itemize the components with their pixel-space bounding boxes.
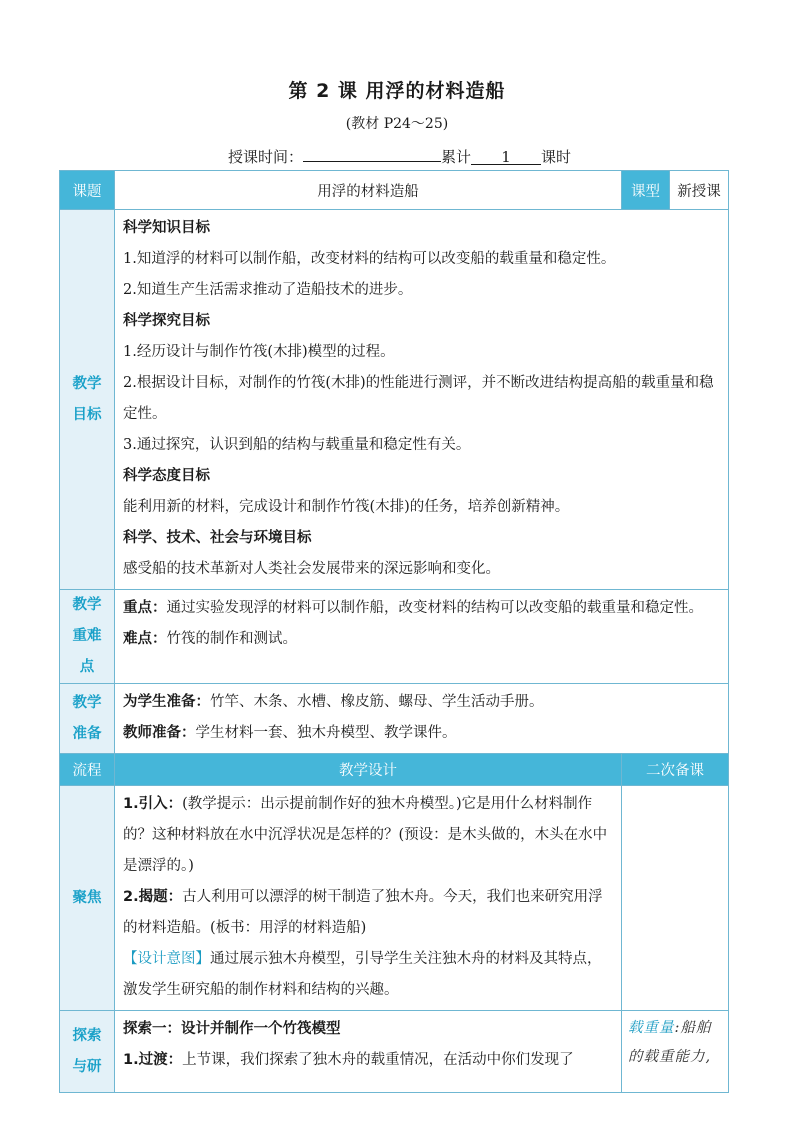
difficult-point (123, 624, 720, 655)
key-points-label (60, 590, 115, 684)
cumulative-label: 累计 (441, 148, 472, 166)
attitude-goal-heading: 科学态度目标 (123, 468, 210, 484)
preparation-row (60, 684, 729, 754)
objective-text: 1.经历设计与制作竹筏(木排)模型的过程。 (123, 344, 395, 360)
intro-text: (教学提示：出示提前制作好的独木舟模型。)它是用什么材料制作的？这种材料放在水中沉浮状况是怎样的？(预设：是木头做的，木头在水中是漂浮的。) (123, 796, 608, 874)
explore-label (60, 1011, 115, 1093)
objective-text: 3.通过探究，认识到船的结构与载重量和稳定性有关。 (123, 437, 471, 453)
preparation-label-line2: 准备 (72, 725, 102, 742)
objectives-label-line2: 目标 (72, 406, 102, 423)
objective-text: 2.知道生产生活需求推动了造船技术的进步。 (123, 282, 413, 298)
textbook-pages: (教材 P24～25) (345, 116, 449, 132)
objective-text: 能利用新的材料，完成设计和制作竹筏(木排)的任务，培养创新精神。 (123, 499, 570, 515)
teacher-prep-label: 教师准备： (123, 725, 196, 741)
preparation-label-line1: 教学 (72, 694, 102, 711)
preparation-content (115, 684, 729, 754)
teacher-prep-text: 学生材料一套、独木舟模型、教学课件。 (195, 725, 457, 741)
key-points-content (115, 590, 729, 684)
design-intent-paragraph (123, 944, 613, 1006)
transition-paragraph (123, 1045, 613, 1076)
objective-text: 1.知道浮的材料可以制作船，改变材料的结构可以改变船的载重量和稳定性。 (123, 251, 616, 267)
difficult-point-label: 难点： (123, 631, 167, 647)
key-points-row (60, 590, 729, 684)
topic-paragraph (123, 882, 613, 944)
intro-label: 1.引入： (123, 796, 183, 812)
type-value: 新授课 (670, 171, 729, 210)
period-label: 课时 (541, 148, 572, 166)
lesson-plan-table (59, 170, 729, 1093)
stse-goal-heading: 科学、技术、社会与环境目标 (123, 530, 312, 546)
note-text: :船舶的载重能力, (628, 1020, 712, 1065)
key-point-text: 通过实验发现浮的材料可以制作船，改变材料的结构可以改变船的载重量和稳定性。 (166, 600, 703, 616)
explore-row (60, 1011, 729, 1093)
type-label: 课型 (622, 171, 670, 210)
key-point (123, 593, 720, 624)
design-intent-tag: 【设计意图】 (123, 951, 210, 967)
explore-heading: 探索一：设计并制作一个竹筏模型 (123, 1021, 341, 1037)
teacher-preparation (123, 718, 720, 749)
objective-text: 感受船的技术革新对人类社会发展带来的深远影响和变化。 (123, 561, 500, 577)
topic-row (60, 171, 729, 210)
focus-label: 聚焦 (60, 786, 115, 1011)
time-label: 授课时间： (228, 148, 304, 166)
objectives-label (60, 210, 115, 590)
time-blank[interactable] (303, 145, 441, 162)
design-intent-text: 通过展示独木舟模型，引导学生关注独木舟的材料及其特点，激发学生研究船的制作材料和结构的兴趣。 (123, 951, 602, 998)
objective-text: 2.根据设计目标，对制作的竹筏(木排)的性能进行测评，并不断改进结构提高船的载重量和稳定性。 (123, 375, 714, 422)
explore-label-line2: 与研 (72, 1058, 102, 1075)
process-column-header: 流程 (60, 754, 115, 786)
student-prep-label: 为学生准备： (123, 694, 210, 710)
explore-content (115, 1011, 622, 1093)
topic-value: 用浮的材料造船 (115, 171, 622, 210)
knowledge-goal-heading: 科学知识目标 (123, 220, 210, 236)
lesson-title: 第 2 课 用浮的材料造船 (288, 80, 506, 102)
design-column-header: 教学设计 (115, 754, 622, 786)
focus-revision-notes[interactable] (622, 786, 729, 1011)
schedule-line (228, 145, 571, 167)
reveal-topic-text: 古人利用可以漂浮的树干制造了独木舟。今天，我们也来研究用浮的材料造船。(板书：用浮的材料造船) (123, 889, 603, 936)
objectives-content (115, 210, 729, 590)
key-points-label-line2: 重难 (72, 628, 102, 644)
objectives-label-line1: 教学 (72, 375, 102, 392)
inquiry-goal-heading: 科学探究目标 (123, 313, 210, 329)
student-preparation (123, 687, 720, 718)
revision-column-header: 二次备课 (622, 754, 729, 786)
key-points-label-line1: 教学 (72, 597, 102, 613)
focus-row (60, 786, 729, 1011)
cumulative-value: 1 (471, 148, 541, 165)
student-prep-text: 竹竿、木条、水槽、橡皮筋、螺母、学生活动手册。 (210, 694, 544, 710)
key-point-label: 重点： (123, 600, 167, 616)
key-points-label-line3: 点 (79, 659, 95, 675)
process-header-row (60, 754, 729, 786)
transition-text: 上节课，我们探索了独木舟的载重情况，在活动中你们发现了 (182, 1052, 574, 1068)
reveal-topic-label: 2.揭题： (123, 889, 183, 905)
explore-revision-notes[interactable] (622, 1011, 729, 1093)
explore-label-line1: 探索 (72, 1027, 102, 1044)
transition-label: 1.过渡： (123, 1052, 183, 1068)
preparation-label (60, 684, 115, 754)
intro-paragraph (123, 789, 613, 882)
difficult-point-text: 竹筏的制作和测试。 (166, 631, 297, 647)
objectives-row (60, 210, 729, 590)
topic-label: 课题 (60, 171, 115, 210)
focus-content (115, 786, 622, 1011)
note-term: 载重量 (628, 1020, 675, 1036)
